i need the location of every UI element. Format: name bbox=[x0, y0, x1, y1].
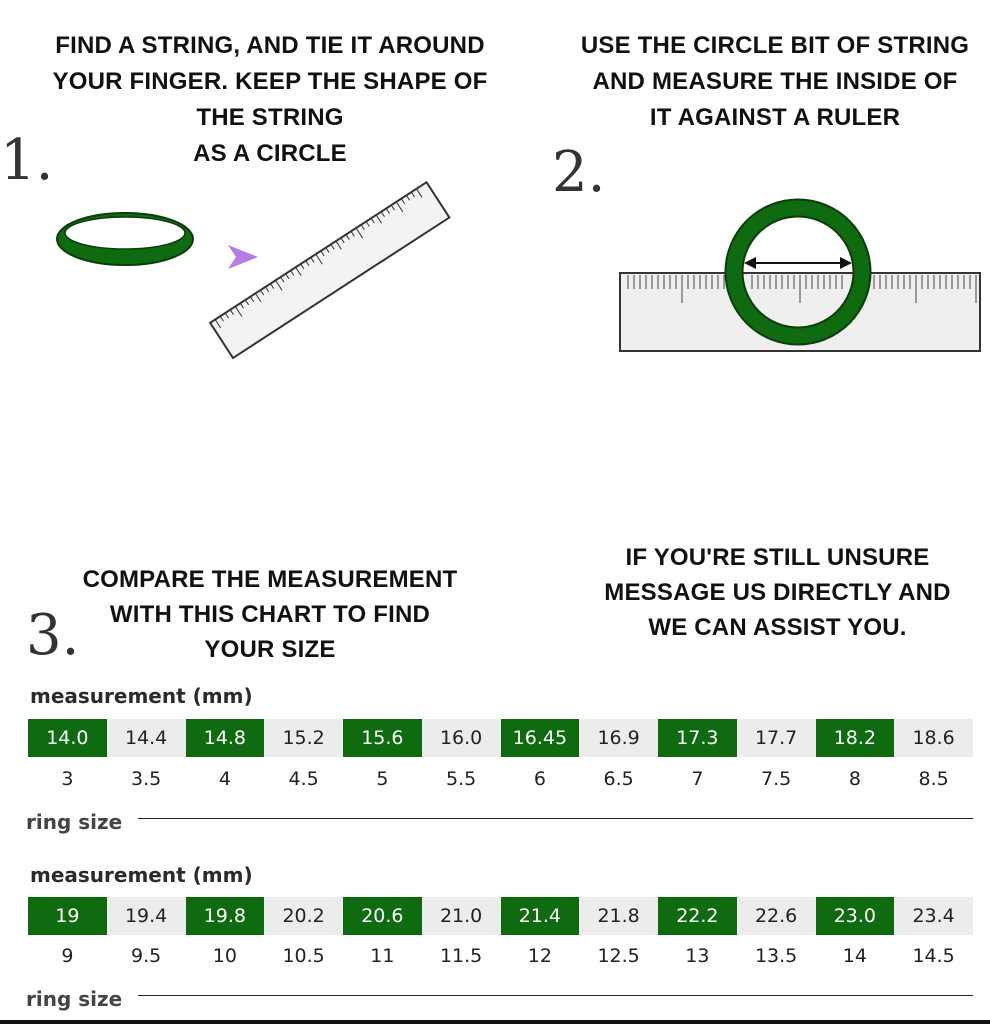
step-2-number: 2. bbox=[552, 140, 606, 205]
measurement-cell: 16.45 bbox=[501, 719, 580, 757]
step-2-line: IT AGAINST A RULER bbox=[649, 104, 901, 131]
size-cell: 13.5 bbox=[754, 945, 798, 967]
ruler-icon bbox=[205, 175, 465, 370]
measurement-cell: 19.8 bbox=[186, 897, 265, 935]
size-row bbox=[28, 760, 973, 798]
help-line: IF YOU'RE STILL UNSURE bbox=[625, 544, 930, 571]
measurement-cell: 19.4 bbox=[107, 897, 186, 935]
ring-size-label: ring size bbox=[26, 810, 123, 834]
ring-on-ruler-icon bbox=[618, 195, 984, 357]
size-cell: 9.5 bbox=[131, 945, 162, 967]
measurement-cell: 21.8 bbox=[579, 897, 658, 935]
step-1-line: FIND A STRING, AND TIE IT AROUND bbox=[55, 32, 485, 59]
ring-size-label: ring size bbox=[26, 987, 123, 1011]
help-line: WE CAN ASSIST YOU. bbox=[648, 614, 907, 641]
measurement-cell: 16.9 bbox=[579, 719, 658, 757]
size-cell: 7.5 bbox=[761, 768, 792, 790]
measurement-cell: 19 bbox=[28, 897, 107, 935]
divider-line bbox=[138, 818, 973, 819]
size-cell: 4 bbox=[218, 768, 231, 790]
size-row bbox=[28, 937, 973, 975]
size-cell: 9 bbox=[61, 945, 74, 967]
measurement-cell: 23.0 bbox=[816, 897, 895, 935]
size-cell: 4.5 bbox=[288, 768, 319, 790]
measurement-label: measurement (mm) bbox=[30, 863, 253, 887]
step-1-line: YOUR FINGER. KEEP THE SHAPE OF bbox=[52, 68, 488, 95]
size-cell: 8 bbox=[848, 768, 861, 790]
measurement-cell: 21.4 bbox=[501, 897, 580, 935]
size-cell: 12 bbox=[527, 945, 552, 967]
size-cell: 7 bbox=[691, 768, 704, 790]
step-3-caption bbox=[60, 562, 480, 667]
measurement-cell: 15.6 bbox=[343, 719, 422, 757]
measurement-cell: 23.4 bbox=[894, 897, 973, 935]
measurement-row bbox=[28, 719, 973, 757]
measurement-cell: 14.8 bbox=[186, 719, 265, 757]
step-1-caption bbox=[20, 28, 520, 172]
size-cell: 14.5 bbox=[912, 945, 955, 967]
measurement-cell: 14.4 bbox=[107, 719, 186, 757]
step-3-line: COMPARE THE MEASUREMENT bbox=[82, 566, 458, 593]
measurement-cell: 15.2 bbox=[264, 719, 343, 757]
size-cell: 10.5 bbox=[282, 945, 325, 967]
measurement-cell: 21.0 bbox=[422, 897, 501, 935]
measurement-cell: 20.6 bbox=[343, 897, 422, 935]
step-1-line: AS A CIRCLE bbox=[193, 140, 347, 167]
step-2-caption bbox=[560, 28, 990, 136]
help-caption bbox=[580, 540, 975, 645]
measurement-cell: 22.2 bbox=[658, 897, 737, 935]
size-cell: 11 bbox=[370, 945, 395, 967]
measurement-cell: 18.6 bbox=[894, 719, 973, 757]
size-cell: 3.5 bbox=[131, 768, 162, 790]
divider-line bbox=[138, 995, 973, 996]
bottom-border bbox=[0, 1020, 990, 1024]
measurement-cell: 22.6 bbox=[737, 897, 816, 935]
measurement-label: measurement (mm) bbox=[30, 684, 253, 708]
measurement-row bbox=[28, 897, 973, 935]
measurement-cell: 17.7 bbox=[737, 719, 816, 757]
size-cell: 11.5 bbox=[439, 945, 483, 967]
size-cell: 10 bbox=[212, 945, 237, 967]
measurement-cell: 14.0 bbox=[28, 719, 107, 757]
size-cell: 13 bbox=[685, 945, 710, 967]
measurement-cell: 20.2 bbox=[264, 897, 343, 935]
step-3-number: 3. bbox=[26, 603, 80, 668]
step-1-line: THE STRING bbox=[196, 104, 344, 131]
step-3-line: YOUR SIZE bbox=[204, 636, 336, 663]
size-cell: 14 bbox=[842, 945, 867, 967]
size-cell: 3 bbox=[61, 768, 74, 790]
measurement-cell: 18.2 bbox=[816, 719, 895, 757]
size-cell: 5.5 bbox=[446, 768, 477, 790]
size-cell: 6.5 bbox=[603, 768, 634, 790]
size-cell: 12.5 bbox=[597, 945, 640, 967]
help-line: MESSAGE US DIRECTLY AND bbox=[604, 579, 951, 606]
measurement-cell: 17.3 bbox=[658, 719, 737, 757]
measurement-cell: 16.0 bbox=[422, 719, 501, 757]
step-3-line: WITH THIS CHART TO FIND bbox=[109, 601, 431, 628]
size-cell: 5 bbox=[376, 768, 389, 790]
step-2-line: AND MEASURE THE INSIDE OF bbox=[592, 68, 958, 95]
step-2-line: USE THE CIRCLE BIT OF STRING bbox=[580, 32, 970, 59]
step-1-number: 1. bbox=[0, 128, 54, 193]
string-loop-icon bbox=[50, 195, 200, 285]
size-cell: 6 bbox=[533, 768, 546, 790]
size-cell: 8.5 bbox=[918, 768, 949, 790]
